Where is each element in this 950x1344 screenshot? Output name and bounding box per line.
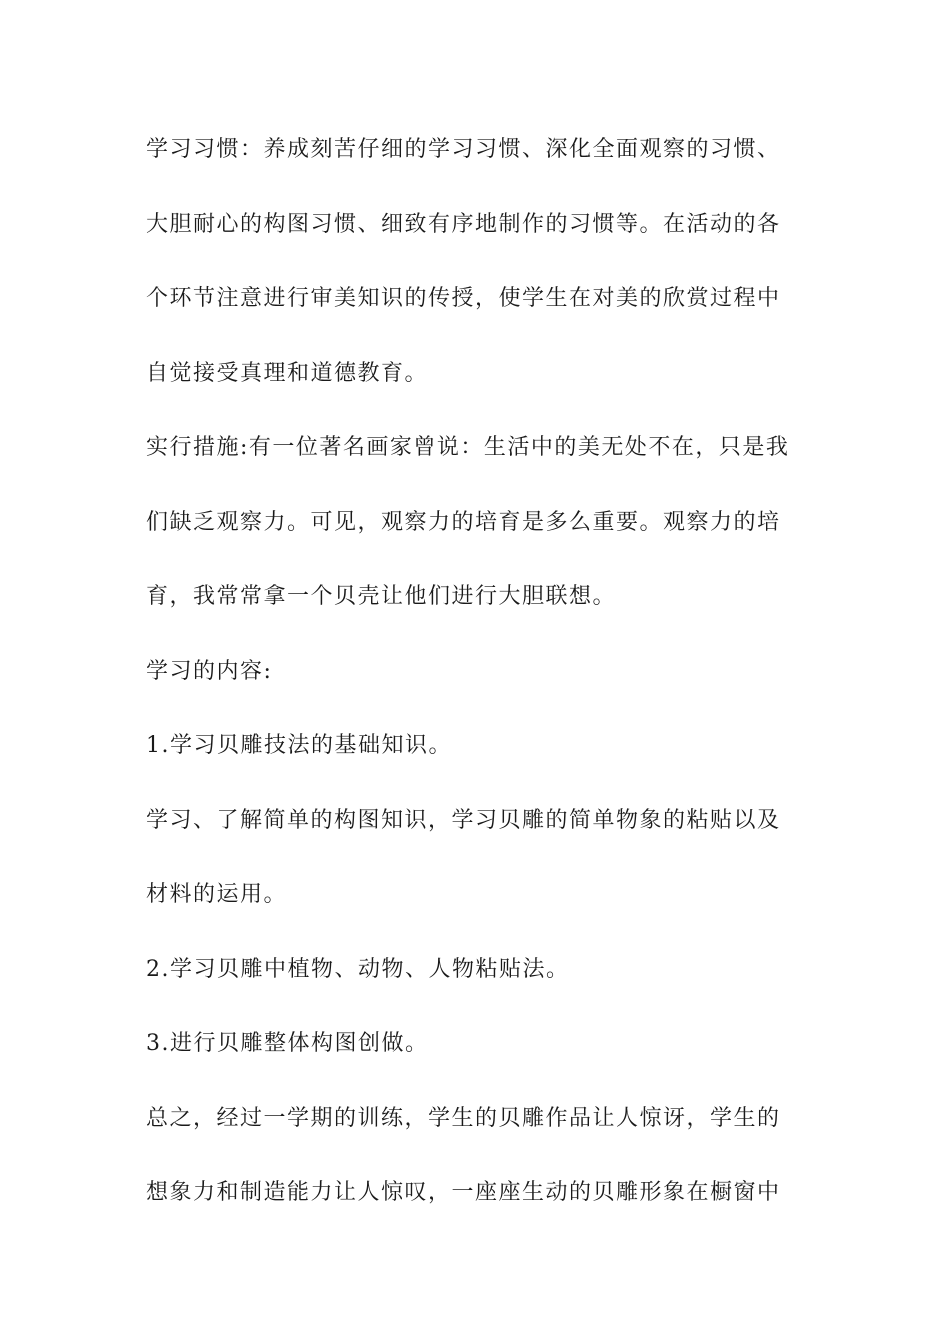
text-line: 个环节注意进行审美知识的传授，使学生在对美的欣赏过程中 [146,286,781,311]
text-line: 大胆耐心的构图习惯、细致有序地制作的习惯等。在活动的各 [146,211,781,237]
text-line: 自觉接受真理和道德教育。 [146,360,429,386]
text-line: 们缺乏观察力。可见，观察力的培育是多么重要。观察力的培 [146,509,781,535]
text-line: 材料的运用。 [146,882,288,907]
list-item: 1.学习贝雕技法的基础知识。 [146,733,452,758]
section-heading: 学习的内容: [146,658,273,684]
text-line: 育，我常常拿一个贝壳让他们进行大胆联想。 [146,584,617,609]
text-line: 总之，经过一学期的训练，学生的贝雕作品让人惊讶，学生的 [146,1105,781,1131]
list-item: 2.学习贝雕中植物、动物、人物粘贴法。 [146,956,570,982]
document-body [146,120,806,1238]
text-line: 学习习惯：养成刻苦仔细的学习习惯、深化全面观察的习惯、 [146,137,781,162]
text-line: 实行措施:有一位著名画家曾说：生活中的美无处不在，只是我 [146,435,790,460]
text-line: 学习、了解简单的构图知识，学习贝雕的简单物象的粘贴以及 [146,807,781,833]
list-item: 3.进行贝雕整体构图创做。 [146,1031,429,1056]
text-line: 想象力和制造能力让人惊叹，一座座生动的贝雕形象在橱窗中 [146,1180,781,1205]
